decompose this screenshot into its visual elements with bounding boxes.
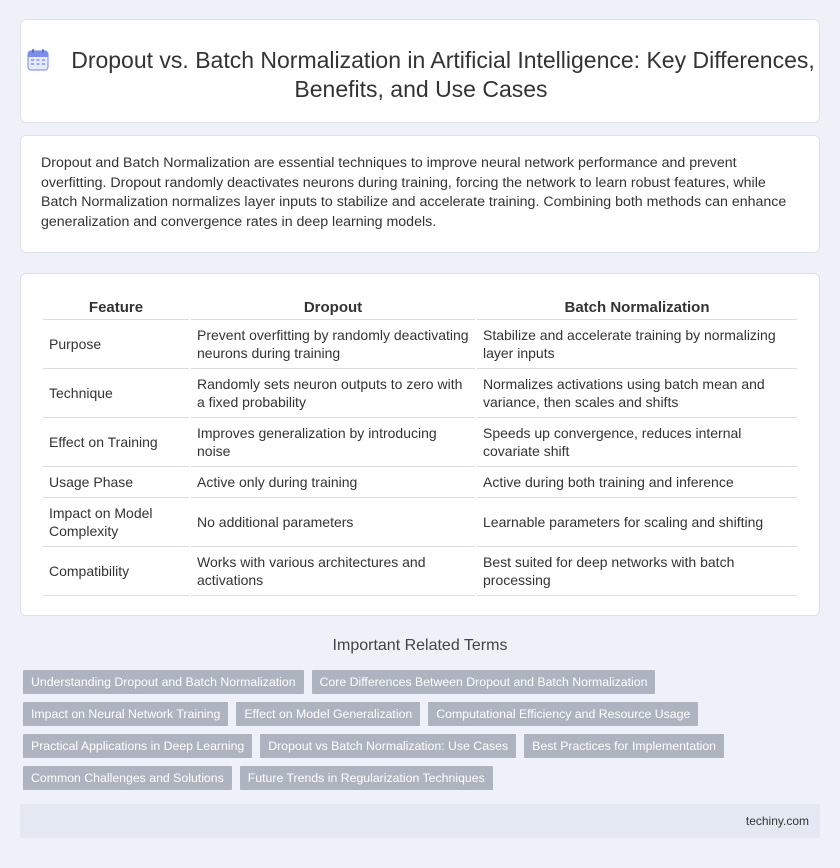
table-cell: Normalizes activations using batch mean and variance, then scales and shifts xyxy=(477,369,797,418)
footer-brand-link[interactable]: techiny.com xyxy=(745,814,809,828)
tag-link[interactable]: Impact on Neural Network Training xyxy=(23,702,228,726)
table-row xyxy=(43,369,797,418)
header-batch-normalization: Batch Normalization xyxy=(477,296,797,320)
related-terms-tags xyxy=(23,670,823,798)
tag-link[interactable]: Core Differences Between Dropout and Batch Normalization xyxy=(312,670,656,694)
table-cell: Active during both training and inference xyxy=(477,467,797,498)
tag-link[interactable]: Common Challenges and Solutions xyxy=(23,766,232,790)
tag-link[interactable]: Effect on Model Generalization xyxy=(236,702,420,726)
tag-link[interactable]: Best Practices for Implementation xyxy=(524,734,724,758)
header-feature: Feature xyxy=(43,296,189,320)
table-cell: Impact on Model Complexity xyxy=(43,498,189,547)
title-text: Dropout vs. Batch Normalization in Artificial Intelligence: Key Differences, Benefits, and Use Cases xyxy=(71,47,815,102)
table-cell: Speeds up convergence, reduces internal covariate shift xyxy=(477,418,797,467)
tag-row xyxy=(23,670,823,694)
table-cell: No additional parameters xyxy=(191,498,475,547)
table-row xyxy=(43,498,797,547)
table-cell: Best suited for deep networks with batch processing xyxy=(477,547,797,596)
table-cell: Usage Phase xyxy=(43,467,189,498)
table-cell: Randomly sets neuron outputs to zero with a fixed probability xyxy=(191,369,475,418)
footer xyxy=(20,804,820,838)
tag-link[interactable]: Future Trends in Regularization Techniques xyxy=(240,766,493,790)
page-title xyxy=(21,46,821,104)
table-cell: Effect on Training xyxy=(43,418,189,467)
tag-row xyxy=(23,702,823,726)
table-cell: Compatibility xyxy=(43,547,189,596)
table-cell: Works with various architectures and activations xyxy=(191,547,475,596)
table-row xyxy=(43,467,797,498)
table-row xyxy=(43,320,797,369)
calendar-icon xyxy=(27,49,49,71)
tag-link[interactable]: Understanding Dropout and Batch Normalization xyxy=(23,670,304,694)
table-cell: Technique xyxy=(43,369,189,418)
tag-row xyxy=(23,734,823,758)
table-cell: Active only during training xyxy=(191,467,475,498)
related-terms-title: Important Related Terms xyxy=(332,637,508,654)
intro-card xyxy=(20,135,820,253)
tag-link[interactable]: Computational Efficiency and Resource Usage xyxy=(428,702,698,726)
tag-link[interactable]: Practical Applications in Deep Learning xyxy=(23,734,252,758)
table-cell: Learnable parameters for scaling and shifting xyxy=(477,498,797,547)
table-header-row xyxy=(43,296,797,320)
intro-paragraph: Dropout and Batch Normalization are essential techniques to improve neural network performance and prevent overfitting. Dropout randomly deactivates neurons during training, forcing the network to learn robust features, while Batch Normalization normalizes layer inputs to stabilize and accelerate training. Combining both methods can enhance generalization and convergence rates in deep learning models. xyxy=(41,155,787,230)
table-row xyxy=(43,547,797,596)
table-cell: Improves generalization by introducing noise xyxy=(191,418,475,467)
table-cell: Stabilize and accelerate training by normalizing layer inputs xyxy=(477,320,797,369)
table-row xyxy=(43,418,797,467)
tag-link[interactable]: Dropout vs Batch Normalization: Use Cases xyxy=(260,734,516,758)
title-wrap xyxy=(21,46,821,104)
tag-row xyxy=(23,766,823,790)
comparison-card xyxy=(20,273,820,616)
header-card xyxy=(20,19,820,123)
comparison-table xyxy=(41,296,799,596)
header-dropout: Dropout xyxy=(191,296,475,320)
table-cell: Prevent overfitting by randomly deactivating neurons during training xyxy=(191,320,475,369)
table-cell: Purpose xyxy=(43,320,189,369)
